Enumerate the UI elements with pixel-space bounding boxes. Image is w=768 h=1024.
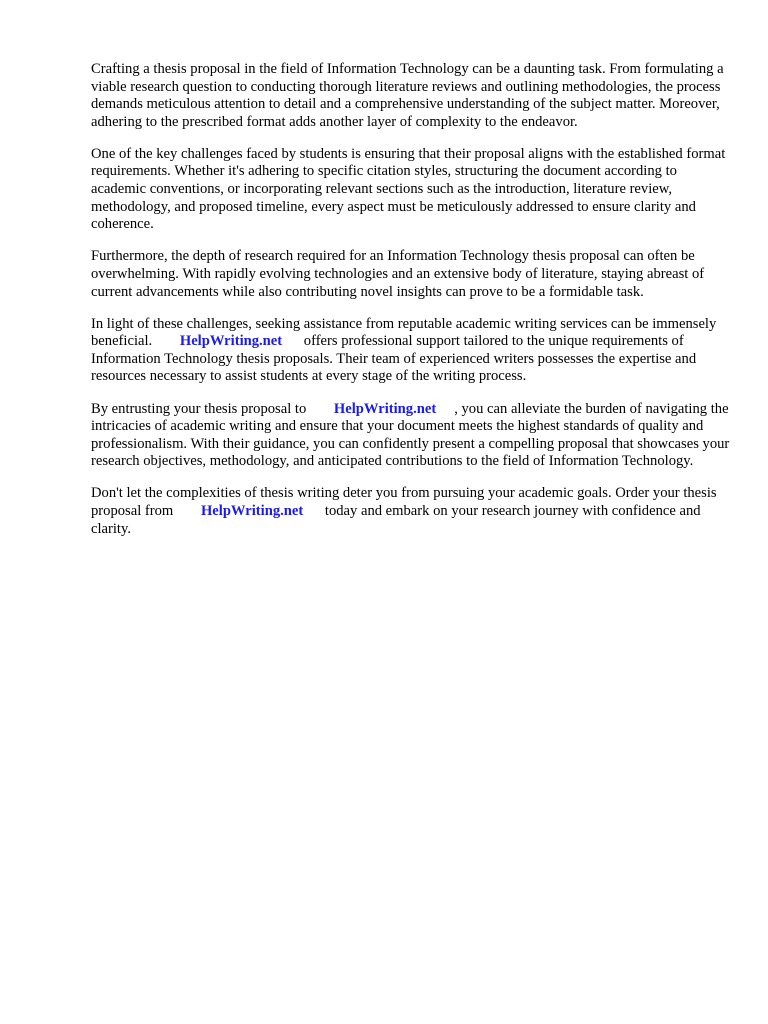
paragraph-5-text-after: , you can alleviate the burden of navigating the intricacies of academic writing and ensure that your document meets the highest standards of quality and professionalism. With their guidance, you can confidently present a compelling proposal that showcases your research objectives, methodology, and anticipated contributions to the field of Information Technology. bbox=[91, 400, 730, 470]
paragraph-3-text: Furthermore, the depth of research required for an Information Technology thesis proposal can often be overwhelming. With rapidly evolving technologies and an extensive body of literature, staying abreast of current advancements while also contributing novel insights can prove to be a formidable task. bbox=[91, 248, 705, 300]
paragraph-3 bbox=[91, 248, 731, 301]
paragraph-4-text-after: offers professional support tailored to the unique requirements of Information Technology thesis proposals. Their team of experienced writers possesses the expertise and resources necessary to assist students at every stage of the writing process. bbox=[91, 333, 697, 385]
paragraph-4 bbox=[91, 316, 731, 386]
helpwriting-link-1[interactable]: HelpWriting.net bbox=[179, 333, 283, 350]
paragraph-5-text-before: By entrusting your thesis proposal to bbox=[91, 400, 307, 417]
paragraph-1-text: Crafting a thesis proposal in the field of Information Technology can be a daunting task. From formulating a viable research question to conducting thorough literature reviews and outlining methodologies, the process demands meticulous attention to detail and a comprehensive understanding of the subject matter. Moreover, adhering to the prescribed format adds another layer of complexity to the endeavor. bbox=[91, 61, 724, 130]
paragraph-4-text-before: In light of these challenges, seeking assistance from reputable academic writing services can be immensely beneficial. bbox=[91, 315, 717, 350]
paragraph-5 bbox=[91, 401, 731, 471]
paragraph-1 bbox=[91, 61, 731, 131]
paragraph-2 bbox=[91, 146, 731, 234]
helpwriting-link-3[interactable]: HelpWriting.net bbox=[200, 502, 304, 519]
paragraph-2-text: One of the key challenges faced by students is ensuring that their proposal aligns with the established format requirements. Whether it's adhering to specific citation styles, structuring the document according to academic conventions, or incorporating relevant sections such as the introduction, literature review, methodology, and proposed timeline, every aspect must be meticulously addressed to ensure clarity and coherence. bbox=[91, 145, 726, 233]
paragraph-6 bbox=[91, 485, 731, 538]
helpwriting-link-2[interactable]: HelpWriting.net bbox=[333, 400, 437, 417]
document-body bbox=[91, 61, 731, 553]
paragraph-6-text-before: Don't let the complexities of thesis writing deter you from pursuing your academic goals. Order your thesis proposal from bbox=[91, 485, 717, 519]
paragraph-6-text-after: today and embark on your research journey with confidence and clarity. bbox=[91, 502, 701, 537]
